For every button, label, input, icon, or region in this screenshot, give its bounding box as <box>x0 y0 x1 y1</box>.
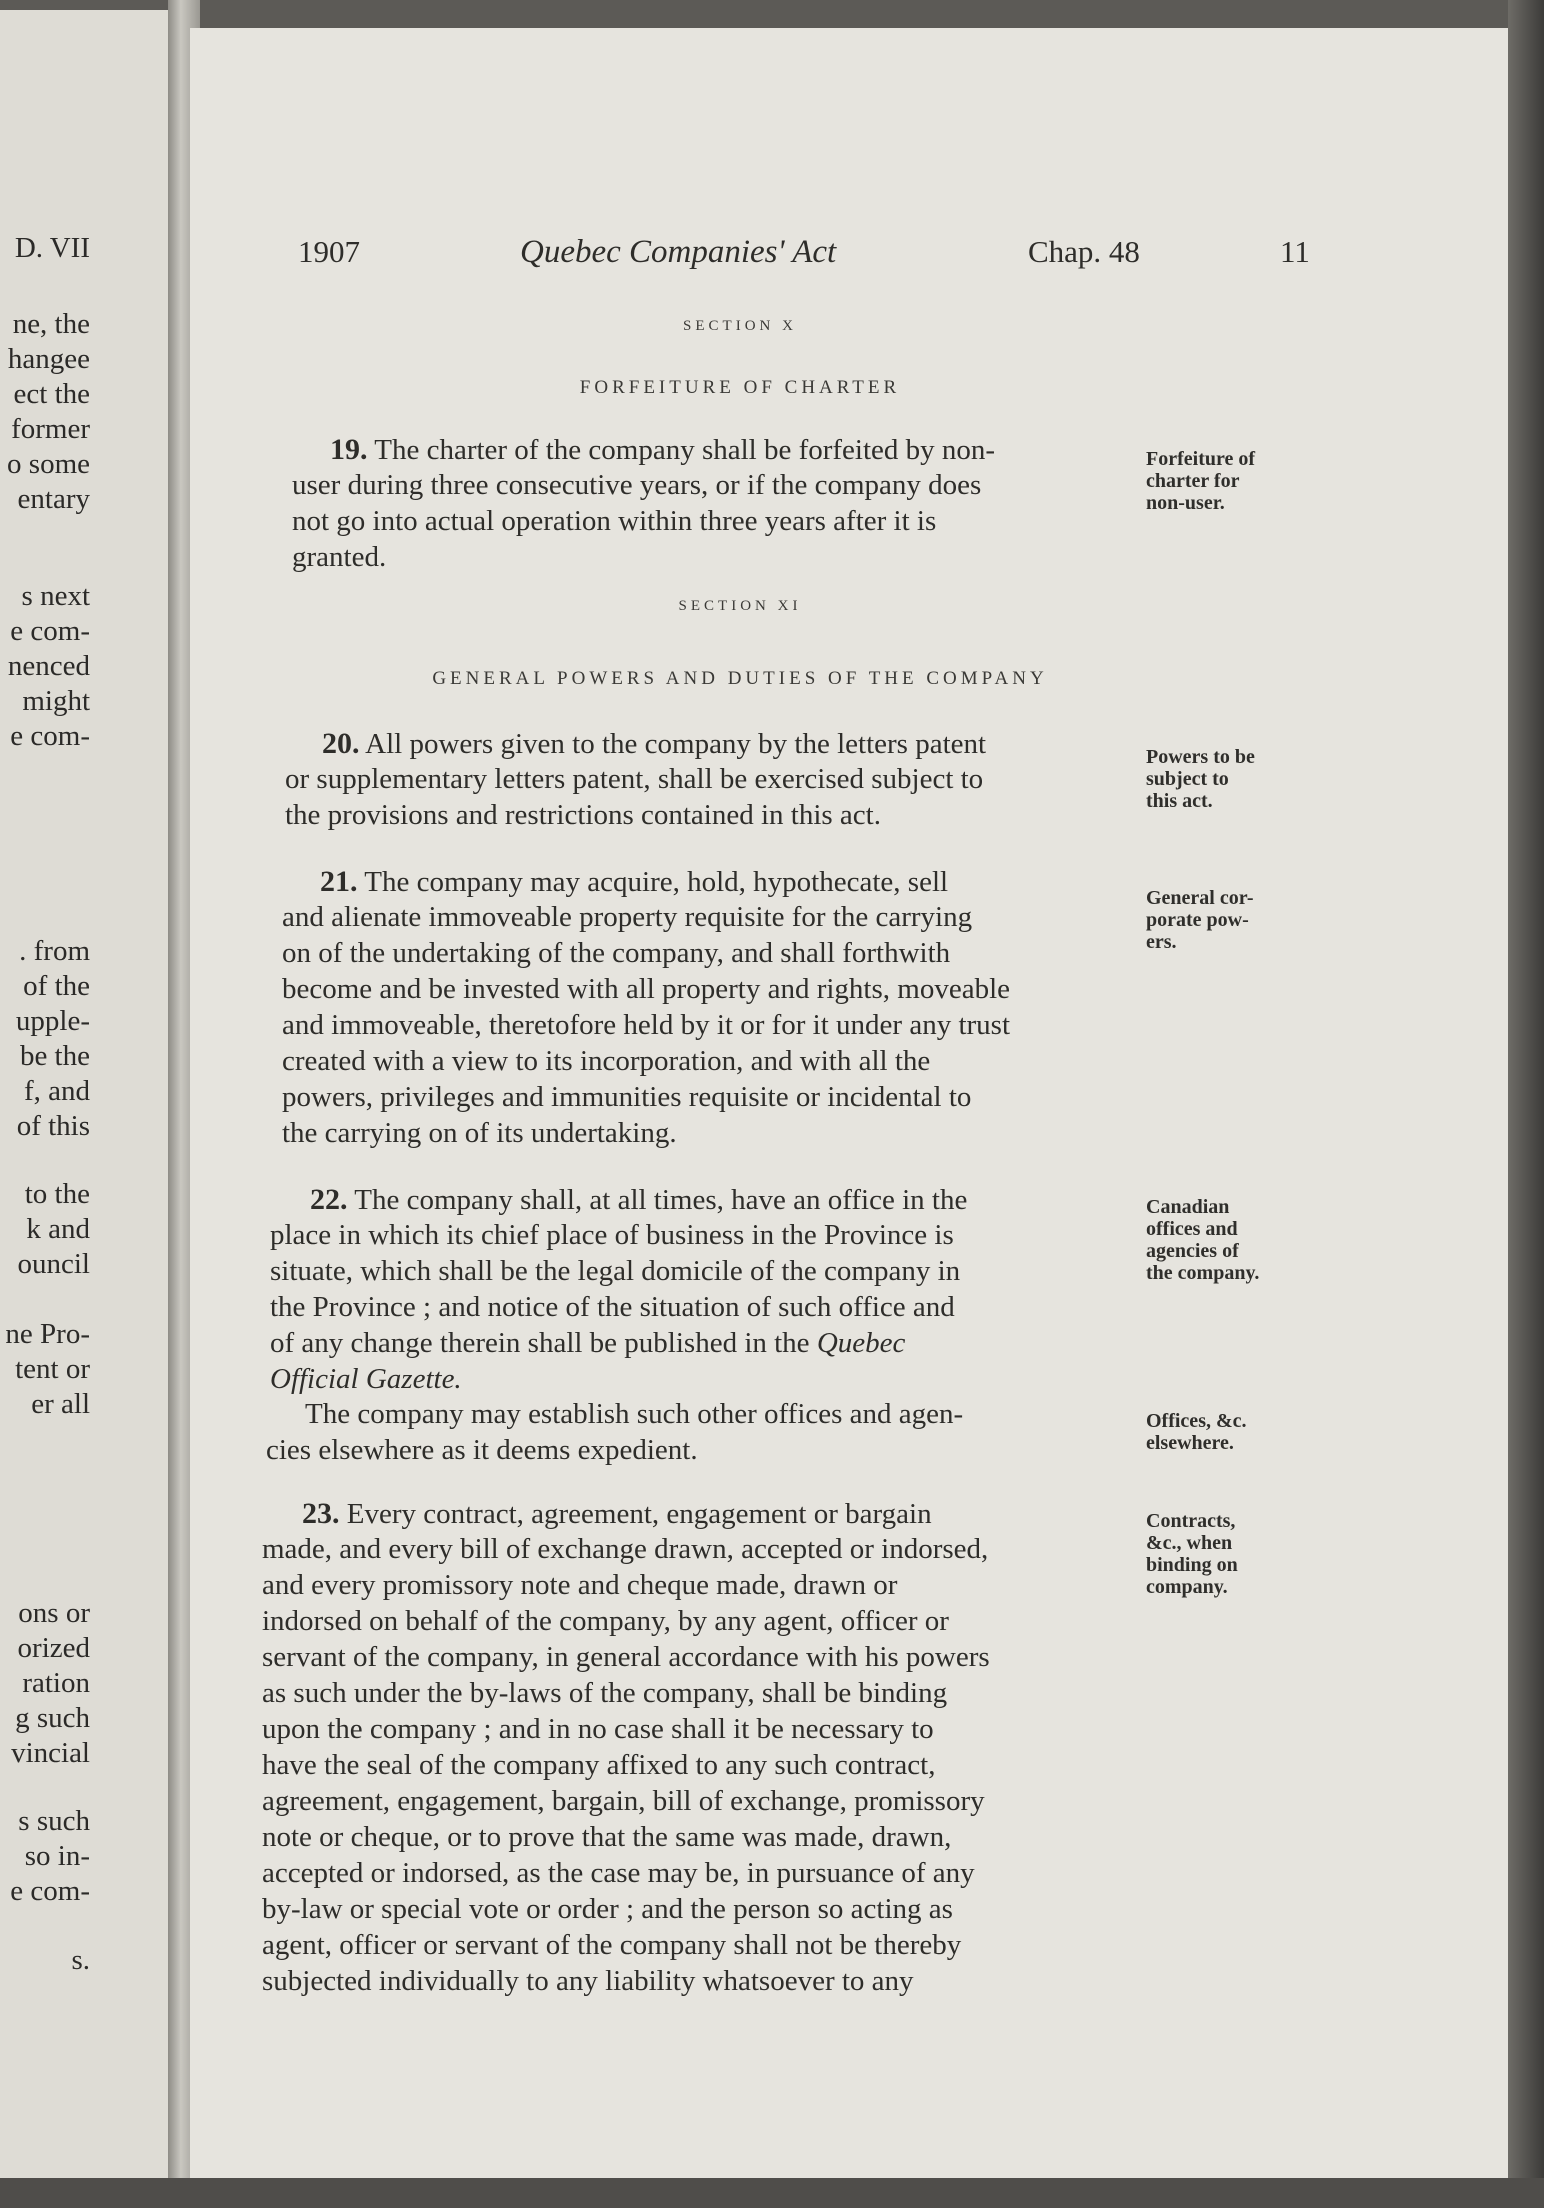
left-page-line: of the <box>23 970 90 1002</box>
page-edge <box>1508 0 1544 2208</box>
para-21-line: 21. The company may acquire, hold, hypothecate, sell <box>320 865 949 898</box>
para-21-line: and immoveable, theretofore held by it or for it under any trust <box>282 1009 1011 1041</box>
para-23-line: note or cheque, or to prove that the same was made, drawn, <box>262 1821 952 1853</box>
para-23-line: 23. Every contract, agreement, engagement or bargain <box>302 1497 932 1530</box>
left-page-line: er all <box>31 1388 90 1420</box>
para-number: 22. <box>310 1183 348 1216</box>
left-page-line: . from <box>19 935 90 967</box>
left-page-line: might <box>22 685 90 717</box>
left-page-line: ne Pro- <box>5 1318 90 1350</box>
para-21-line: created with a view to its incorporation, and with all the <box>282 1045 931 1077</box>
para-19-line: user during three consecutive years, or if the company does <box>292 469 982 501</box>
left-page-line: k and <box>26 1213 90 1245</box>
margin-note: Contracts, &c., when binding on company. <box>1146 1510 1238 1598</box>
left-page-line: nenced <box>7 650 90 682</box>
para-23-line: as such under the by-laws of the company, shall be binding <box>262 1677 948 1709</box>
para-21-line: become and be invested with all property and rights, moveable <box>282 973 1011 1005</box>
left-page-line: to the <box>24 1178 90 1210</box>
left-page-line: be the <box>19 1040 90 1072</box>
left-page-line: hangee <box>7 343 90 375</box>
para-19-line: 19. The charter of the company shall be forfeited by non- <box>330 433 996 466</box>
para-number: 23. <box>302 1497 340 1530</box>
para-23-line: agreement, engagement, bargain, bill of exchange, promissory <box>262 1785 985 1817</box>
para-23-line: by-law or special vote or order ; and the person so acting as <box>262 1893 953 1925</box>
left-page-line: ouncil <box>17 1248 90 1280</box>
left-page-line: o some <box>7 448 90 480</box>
para-23-line: subjected individually to any liability whatsoever to any <box>262 1965 914 1997</box>
para-19-line: granted. <box>292 541 387 573</box>
section-label: SECTION XI <box>678 598 802 614</box>
left-page-line: tent or <box>15 1353 90 1385</box>
left-page-line: s such <box>18 1805 90 1837</box>
left-page-line: s. <box>71 1944 90 1976</box>
left-page-line: e com- <box>10 1875 90 1907</box>
para-22-line: of any change therein shall be published in the Quebec <box>270 1327 906 1359</box>
left-page-line: ration <box>22 1667 90 1699</box>
margin-note: Powers to be subject to this act. <box>1146 746 1255 812</box>
left-page-line: D. VII <box>14 232 90 264</box>
left-page-line: former <box>11 413 90 445</box>
left-page-line: e com- <box>10 615 90 647</box>
para-number: 20. <box>322 727 360 760</box>
header-year: 1907 <box>298 234 360 269</box>
para-23-line: and every promissory note and cheque made, drawn or <box>262 1569 898 1601</box>
para-21-line: the carrying on of its undertaking. <box>282 1117 677 1149</box>
para-22-line: situate, which shall be the legal domicile of the company in <box>270 1255 961 1287</box>
para-22-line: 22. The company shall, at all times, have an office in the <box>310 1183 968 1216</box>
section-heading: FORFEITURE OF CHARTER <box>579 377 901 398</box>
left-page-line: e com- <box>10 720 90 752</box>
left-page-line: s next <box>21 580 90 612</box>
para-21-line: powers, privileges and immunities requisite or incidental to <box>282 1081 972 1113</box>
margin-note: Canadian offices and agencies of the company. <box>1146 1196 1260 1284</box>
margin-note: Offices, &c. elsewhere. <box>1146 1410 1247 1454</box>
scan-border <box>0 2178 1544 2208</box>
para-22-line: the Province ; and notice of the situation of such office and <box>270 1291 955 1323</box>
para-22-line: place in which its chief place of business in the Province is <box>270 1219 954 1251</box>
para-20-line: the provisions and restrictions contained in this act. <box>285 799 881 831</box>
left-page-line: g such <box>15 1702 90 1734</box>
section-label: SECTION X <box>683 318 797 334</box>
para-22b-line: cies elsewhere as it deems expedient. <box>266 1434 698 1466</box>
para-20-line: or supplementary letters patent, shall be exercised subject to <box>285 763 984 795</box>
para-20-line: 20. All powers given to the company by the letters patent <box>322 727 987 760</box>
margin-note: General cor- porate pow- ers. <box>1146 887 1254 953</box>
para-23-line: accepted or indorsed, as the case may be, in pursuance of any <box>262 1857 975 1889</box>
para-22b-line: The company may establish such other offices and agen- <box>305 1398 964 1430</box>
left-page-line: ons or <box>18 1597 90 1629</box>
para-23-line: agent, officer or servant of the company shall not be thereby <box>262 1929 962 1961</box>
para-22-line: Official Gazette. <box>270 1363 462 1395</box>
left-page-line: orized <box>17 1632 90 1664</box>
para-23-line: indorsed on behalf of the company, by any agent, officer or <box>262 1605 949 1637</box>
left-page-line: of this <box>16 1110 90 1142</box>
header-chapter: Chap. 48 <box>1028 234 1140 269</box>
para-19-line: not go into actual operation within three years after it is <box>292 505 937 537</box>
margin-note: Forfeiture of charter for non-user. <box>1146 448 1256 514</box>
header-title: Quebec Companies' Act <box>520 234 837 270</box>
left-page-line: so in- <box>24 1840 90 1872</box>
para-23-line: made, and every bill of exchange drawn, accepted or indorsed, <box>262 1533 989 1565</box>
para-23-line: upon the company ; and in no case shall it be necessary to <box>262 1713 934 1745</box>
para-23-line: servant of the company, in general accordance with his powers <box>262 1641 990 1673</box>
left-page-line: upple- <box>15 1005 90 1037</box>
left-page-line: f, and <box>23 1075 90 1107</box>
para-23-line: have the seal of the company affixed to any such contract, <box>262 1749 936 1781</box>
para-21-line: on of the undertaking of the company, and shall forthwith <box>282 937 951 969</box>
section-heading: GENERAL POWERS AND DUTIES OF THE COMPANY <box>432 668 1048 689</box>
para-number: 21. <box>320 865 358 898</box>
para-number: 19. <box>330 433 368 466</box>
para-21-line: and alienate immoveable property requisite for the carrying <box>282 901 973 933</box>
left-page-line: vincial <box>11 1737 90 1769</box>
left-page-line: ne, the <box>12 308 90 340</box>
left-page-line: entary <box>17 483 90 515</box>
gazette-name: Quebec <box>816 1327 906 1359</box>
page-number: 11 <box>1280 234 1310 269</box>
left-page-line: ect the <box>13 378 90 410</box>
